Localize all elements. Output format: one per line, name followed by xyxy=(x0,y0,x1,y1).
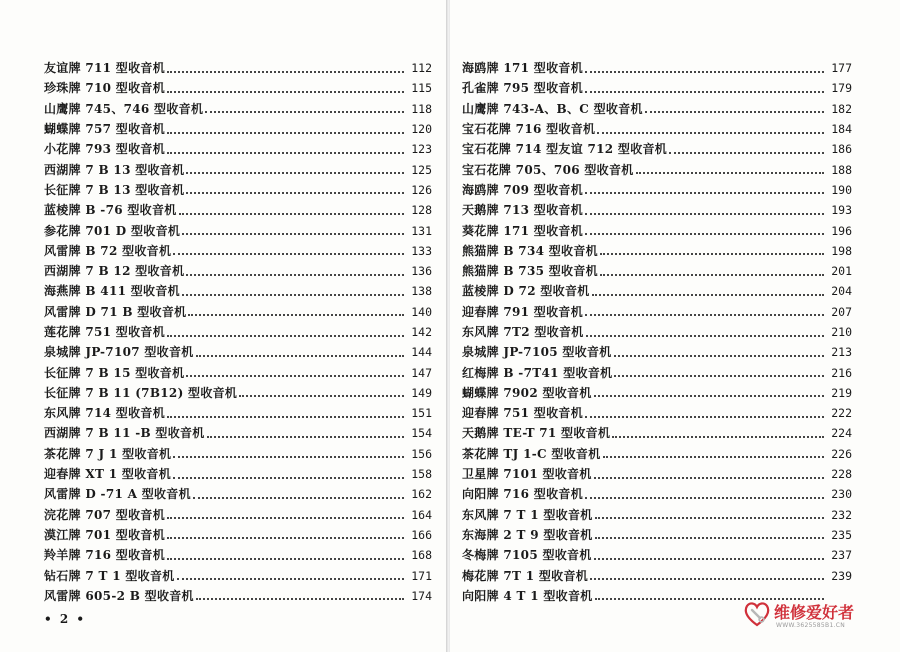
toc-right-column xyxy=(462,58,852,606)
dot-leader xyxy=(167,131,404,134)
toc-entry xyxy=(44,241,432,261)
toc-entry xyxy=(44,565,432,585)
watermark-url: WWW.3625585B1.CN xyxy=(776,622,846,629)
book-spine xyxy=(446,0,450,652)
dot-leader xyxy=(585,191,824,194)
toc-entry xyxy=(44,362,432,382)
toc-entry-page: 120 xyxy=(411,122,432,137)
toc-entry-title: 熊猫牌 B 734 型收音机 xyxy=(462,243,598,258)
toc-entry xyxy=(44,484,432,504)
toc-entry-page: 112 xyxy=(411,61,432,76)
dot-leader xyxy=(585,313,824,316)
toc-entry-title: 梅花牌 7T 1 型收音机 xyxy=(462,568,589,583)
dot-leader xyxy=(167,334,404,337)
toc-entry xyxy=(44,180,432,200)
toc-entry xyxy=(462,545,852,565)
dot-leader xyxy=(594,394,824,397)
dot-leader xyxy=(600,273,824,276)
toc-entry xyxy=(462,565,852,585)
wrench-heart-logo-icon xyxy=(740,596,774,630)
toc-entry-title: 风雷牌 605-2 B 型收音机 xyxy=(44,588,194,603)
toc-entry-page: 207 xyxy=(831,304,852,319)
dot-leader xyxy=(595,516,824,519)
toc-entry-page: 204 xyxy=(831,284,852,299)
dot-leader xyxy=(614,354,824,357)
dot-leader xyxy=(614,374,824,377)
toc-entry-page: 126 xyxy=(411,182,432,197)
toc-entry-page: 147 xyxy=(411,365,432,380)
dot-leader xyxy=(186,374,404,377)
toc-entry-page: 230 xyxy=(831,487,852,502)
dot-leader xyxy=(585,415,824,418)
toc-entry-page: 193 xyxy=(831,203,852,218)
toc-entry-page: 188 xyxy=(831,162,852,177)
toc-entry-title: 红梅牌 B -7T41 型收音机 xyxy=(462,365,613,380)
dot-leader xyxy=(167,70,404,73)
toc-entry xyxy=(462,383,852,403)
dot-leader xyxy=(585,70,824,73)
toc-entry xyxy=(462,78,852,98)
watermark-text: 维修爱好者 xyxy=(774,603,855,622)
toc-entry xyxy=(462,220,852,240)
toc-entry-title: 小花牌 793 型收音机 xyxy=(44,142,166,157)
toc-entry xyxy=(462,423,852,443)
toc-entry-page: 164 xyxy=(411,507,432,522)
toc-entry-title: 西湖牌 7 B 13 型收音机 xyxy=(44,162,185,177)
toc-entry-page: 239 xyxy=(831,568,852,583)
toc-entry-title: 山鹰牌 743-A、B、C 型收音机 xyxy=(462,101,643,116)
toc-entry-page: 224 xyxy=(831,426,852,441)
toc-entry-title: 东风牌 714 型收音机 xyxy=(44,406,166,421)
toc-entry-title: 海燕牌 B 411 型收音机 xyxy=(44,284,180,299)
toc-entry-page: 158 xyxy=(411,467,432,482)
toc-entry xyxy=(44,159,432,179)
toc-entry-page: 171 xyxy=(411,568,432,583)
toc-left-column xyxy=(44,58,432,606)
toc-entry-page: 182 xyxy=(831,101,852,116)
toc-entry-page: 131 xyxy=(411,223,432,238)
toc-entry-title: 天鹅牌 TE-T 71 型收音机 xyxy=(462,426,611,441)
toc-entry xyxy=(44,99,432,119)
dot-leader xyxy=(182,293,404,296)
toc-entry-page: 213 xyxy=(831,345,852,360)
dot-leader xyxy=(645,110,824,113)
toc-entry xyxy=(462,403,852,423)
toc-entry-title: 泉城牌 JP-7107 型收音机 xyxy=(44,345,194,360)
dot-leader xyxy=(603,455,824,458)
toc-entry-title: 羚羊牌 716 型收音机 xyxy=(44,548,166,563)
toc-entry xyxy=(462,342,852,362)
dot-leader xyxy=(239,394,404,397)
toc-entry xyxy=(44,78,432,98)
toc-entry-page: 125 xyxy=(411,162,432,177)
toc-entry-title: 珍珠牌 710 型收音机 xyxy=(44,81,166,96)
toc-entry-title: 茶花牌 TJ 1-C 型收音机 xyxy=(462,446,601,461)
toc-entry-title: 西湖牌 7 B 11 -B 型收音机 xyxy=(44,426,205,441)
toc-entry xyxy=(44,322,432,342)
toc-entry-page: 166 xyxy=(411,527,432,542)
toc-entry-page: 136 xyxy=(411,264,432,279)
toc-entry-title: 长征牌 7 B 11 (7B12) 型收音机 xyxy=(44,385,238,400)
toc-entry xyxy=(462,58,852,78)
dot-leader xyxy=(585,90,824,93)
toc-entry-title: 茶花牌 7 J 1 型收音机 xyxy=(44,446,172,461)
toc-entry-page: 168 xyxy=(411,548,432,563)
toc-entry-title: 向阳牌 716 型收音机 xyxy=(462,487,584,502)
toc-entry-title: 参花牌 701 D 型收音机 xyxy=(44,223,181,238)
toc-entry xyxy=(44,58,432,78)
toc-entry-page: 232 xyxy=(831,507,852,522)
dot-leader xyxy=(196,597,404,600)
toc-entry-page: 128 xyxy=(411,203,432,218)
toc-entry-page: 123 xyxy=(411,142,432,157)
dot-leader xyxy=(590,577,824,580)
dot-leader xyxy=(167,151,404,154)
toc-entry xyxy=(44,220,432,240)
toc-entry-page: 235 xyxy=(831,527,852,542)
toc-entry-page: 174 xyxy=(411,588,432,603)
dot-leader xyxy=(586,334,824,337)
toc-entry-page: 219 xyxy=(831,385,852,400)
toc-entry-page: 196 xyxy=(831,223,852,238)
toc-entry xyxy=(462,444,852,464)
toc-entry-title: 冬梅牌 7105 型收音机 xyxy=(462,548,592,563)
toc-entry xyxy=(44,464,432,484)
dot-leader xyxy=(186,171,404,174)
toc-entry xyxy=(462,261,852,281)
dot-leader xyxy=(173,252,404,255)
toc-entry xyxy=(44,423,432,443)
toc-entry-title: 迎春牌 791 型收音机 xyxy=(462,304,584,319)
toc-entry xyxy=(462,464,852,484)
dot-leader xyxy=(594,476,824,479)
dot-leader xyxy=(167,415,404,418)
toc-entry-title: 蝴蝶牌 757 型收音机 xyxy=(44,122,166,137)
toc-entry xyxy=(44,281,432,301)
toc-entry xyxy=(44,261,432,281)
dot-leader xyxy=(188,313,404,316)
dot-leader xyxy=(205,110,404,113)
dot-leader xyxy=(592,293,824,296)
toc-entry-title: 天鹅牌 713 型收音机 xyxy=(462,203,584,218)
toc-entry-title: 卫星牌 7101 型收音机 xyxy=(462,467,592,482)
toc-entry-title: 东海牌 2 T 9 型收音机 xyxy=(462,527,593,542)
dot-leader xyxy=(179,212,404,215)
toc-entry xyxy=(462,241,852,261)
toc-entry xyxy=(44,139,432,159)
toc-entry-page: 151 xyxy=(411,406,432,421)
dot-leader xyxy=(186,191,404,194)
dot-leader xyxy=(207,435,404,438)
toc-entry-page: 177 xyxy=(831,61,852,76)
toc-entry xyxy=(44,505,432,525)
toc-entry xyxy=(462,139,852,159)
dot-leader xyxy=(167,90,404,93)
toc-entry-title: 熊猫牌 B 735 型收音机 xyxy=(462,264,598,279)
toc-entry-title: 蓝棱牌 D 72 型收音机 xyxy=(462,284,590,299)
dot-leader xyxy=(585,212,824,215)
toc-entry xyxy=(462,99,852,119)
toc-entry-title: 钻石牌 7 T 1 型收音机 xyxy=(44,568,175,583)
toc-entry-title: 东风牌 7 T 1 型收音机 xyxy=(462,507,593,522)
dot-leader xyxy=(177,577,404,580)
toc-entry-page: 149 xyxy=(411,385,432,400)
toc-entry xyxy=(44,444,432,464)
toc-entry-page: 162 xyxy=(411,487,432,502)
toc-entry xyxy=(44,586,432,606)
toc-entry xyxy=(44,119,432,139)
toc-entry-page: 144 xyxy=(411,345,432,360)
toc-entry-title: 孔雀牌 795 型收音机 xyxy=(462,81,584,96)
toc-entry xyxy=(462,484,852,504)
toc-entry-title: 蓝棱牌 B -76 型收音机 xyxy=(44,203,177,218)
toc-entry xyxy=(44,383,432,403)
page-number: • 2 • xyxy=(44,612,87,626)
toc-entry-page: 237 xyxy=(831,548,852,563)
toc-entry-page: 186 xyxy=(831,142,852,157)
dot-leader xyxy=(600,252,824,255)
toc-entry-page: 210 xyxy=(831,325,852,339)
toc-entry-page: 118 xyxy=(411,101,432,116)
dot-leader xyxy=(167,557,404,560)
toc-entry xyxy=(462,200,852,220)
toc-entry xyxy=(44,525,432,545)
toc-entry-title: 漠江牌 701 型收音机 xyxy=(44,527,166,542)
toc-entry-title: 向阳牌 4 T 1 型收音机 xyxy=(462,588,593,603)
toc-entry-title: 山鹰牌 745、746 型收音机 xyxy=(44,101,204,116)
dot-leader xyxy=(612,435,824,438)
toc-entry xyxy=(44,200,432,220)
toc-entry-title: 迎春牌 XT 1 型收音机 xyxy=(44,467,172,482)
toc-entry-page: 133 xyxy=(411,243,432,258)
toc-entry xyxy=(44,545,432,565)
toc-entry-page: 184 xyxy=(831,122,852,137)
dot-leader xyxy=(669,151,824,154)
dot-leader xyxy=(585,232,824,235)
toc-entry-title: 莲花牌 751 型收音机 xyxy=(44,325,166,339)
toc-entry-title: 蝴蝶牌 7902 型收音机 xyxy=(462,385,592,400)
toc-entry xyxy=(462,281,852,301)
dot-leader xyxy=(594,557,824,560)
toc-entry xyxy=(44,403,432,423)
toc-entry-page: 138 xyxy=(411,284,432,299)
dot-leader xyxy=(167,536,404,539)
toc-entry-title: 风雷牌 B 72 型收音机 xyxy=(44,243,172,258)
toc-entry-page: 179 xyxy=(831,81,852,96)
toc-entry-title: 西湖牌 7 B 12 型收音机 xyxy=(44,264,185,279)
dot-leader xyxy=(597,131,824,134)
dot-leader xyxy=(595,536,824,539)
toc-entry-page: 190 xyxy=(831,182,852,197)
dot-leader xyxy=(167,516,404,519)
dot-leader xyxy=(173,476,404,479)
toc-entry-page: 201 xyxy=(831,264,852,279)
toc-entry-page: 142 xyxy=(411,325,432,339)
toc-entry xyxy=(462,180,852,200)
toc-entry-page: 154 xyxy=(411,426,432,441)
toc-entry-title: 宝石花牌 714 型友谊 712 型收音机 xyxy=(462,142,668,157)
toc-entry-page: 140 xyxy=(411,304,432,319)
toc-entry-title: 宝石花牌 716 型收音机 xyxy=(462,122,596,137)
toc-entry-title: 长征牌 7 B 15 型收音机 xyxy=(44,365,185,380)
toc-entry xyxy=(462,505,852,525)
toc-entry-page: 228 xyxy=(831,467,852,482)
toc-entry-title: 泉城牌 JP-7105 型收音机 xyxy=(462,345,612,360)
toc-entry-page: 226 xyxy=(831,446,852,461)
watermark xyxy=(740,592,880,636)
toc-entry-title: 东风牌 7T2 型收音机 xyxy=(462,325,584,339)
toc-entry xyxy=(462,159,852,179)
toc-entry-title: 迎春牌 751 型收音机 xyxy=(462,406,584,421)
dot-leader xyxy=(636,171,824,174)
dot-leader xyxy=(196,354,404,357)
toc-entry-page: 198 xyxy=(831,243,852,258)
dot-leader xyxy=(193,496,404,499)
toc-entry-title: 海鸥牌 171 型收音机 xyxy=(462,61,584,76)
toc-entry-title: 宝石花牌 705、706 型收音机 xyxy=(462,162,634,177)
toc-entry-title: 浣花牌 707 型收音机 xyxy=(44,507,166,522)
toc-entry-title: 风雷牌 D 71 B 型收音机 xyxy=(44,304,187,319)
toc-entry-page: 115 xyxy=(411,81,432,96)
toc-entry-page: 156 xyxy=(411,446,432,461)
toc-entry xyxy=(462,302,852,322)
toc-entry xyxy=(462,525,852,545)
toc-entry-title: 葵花牌 171 型收音机 xyxy=(462,223,584,238)
dot-leader xyxy=(182,232,404,235)
toc-entry xyxy=(462,362,852,382)
toc-entry xyxy=(44,302,432,322)
toc-entry xyxy=(462,119,852,139)
toc-entry-title: 友谊牌 711 型收音机 xyxy=(44,61,166,76)
toc-entry xyxy=(462,322,852,342)
toc-entry-title: 长征牌 7 B 13 型收音机 xyxy=(44,182,185,197)
toc-entry-title: 风雷牌 D -71 A 型收音机 xyxy=(44,487,191,502)
dot-leader xyxy=(186,273,404,276)
toc-entry-title: 海鸥牌 709 型收音机 xyxy=(462,182,584,197)
toc-entry xyxy=(44,342,432,362)
dot-leader xyxy=(585,496,824,499)
toc-entry-page: 222 xyxy=(831,406,852,421)
toc-entry-page: 216 xyxy=(831,365,852,380)
dot-leader xyxy=(173,455,404,458)
